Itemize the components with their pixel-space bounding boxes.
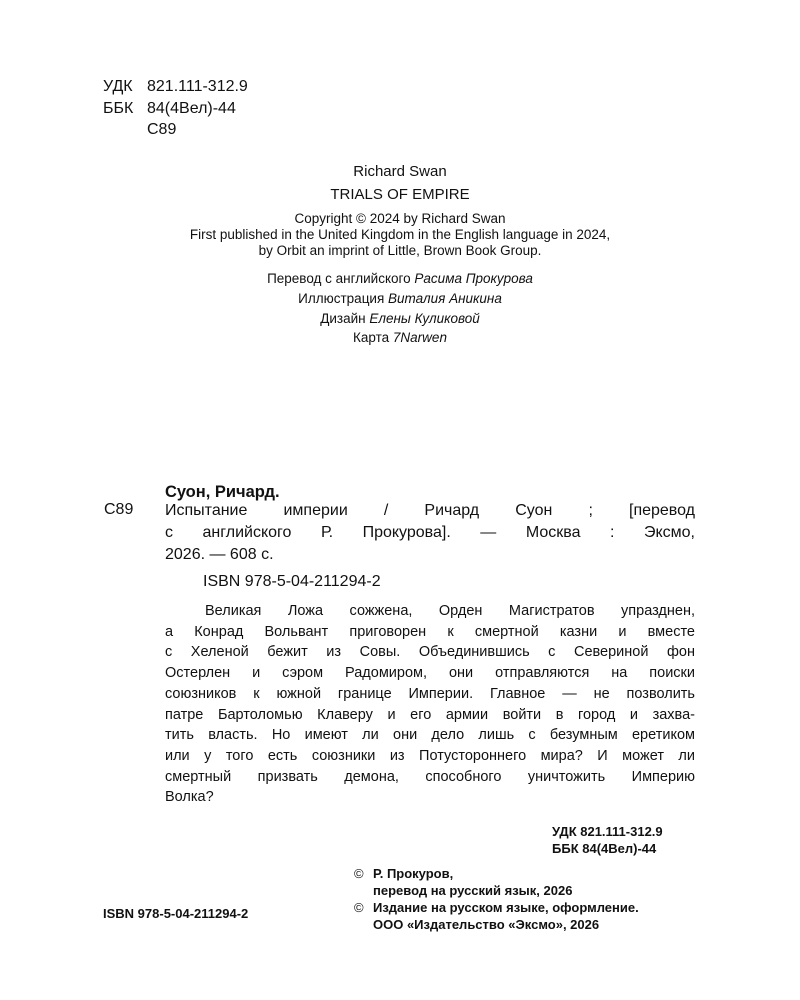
illustrator-name: Виталия Аникина: [388, 291, 502, 306]
annotation-line: патре Бартоломью Клаверу и его армии войти в город и захва-: [165, 706, 695, 723]
first-published: First published in the United Kingdom in the English language in 2024,: [189, 227, 611, 242]
designer-name: Елены Куликовой: [369, 311, 480, 326]
translator-name: Расима Прокурова: [414, 271, 533, 286]
design-label: Дизайн: [320, 311, 370, 326]
bbk-label: ББК: [103, 99, 134, 117]
author-mark: С89: [147, 121, 177, 138]
entry-line: с английского Р. Прокурова]. — Москва : Эксмо,: [165, 524, 695, 541]
entry-line: Испытание империи / Ричард Суон ; [перевод: [165, 502, 695, 519]
codes-right: [552, 823, 663, 857]
copyright-edition-1: [354, 899, 639, 916]
udk-row: [103, 76, 248, 98]
author-mark-row: [103, 119, 248, 141]
map-label: Карта: [353, 330, 393, 345]
translation-label: Перевод с английского: [267, 271, 415, 286]
translator-copyright-detail: перевод на русский язык, 2026: [373, 883, 573, 898]
bbk-right: ББК 84(4Вел)-44: [552, 841, 657, 856]
classification-codes: [103, 76, 248, 141]
copyright-symbol: ©: [354, 866, 364, 881]
copyright-edition-2: [354, 916, 639, 933]
entry-isbn: ISBN 978-5-04-211294-2: [203, 573, 381, 590]
udk-label: УДК: [103, 78, 133, 95]
udk-right: УДК 821.111-312.9: [552, 824, 663, 839]
illustration-label: Иллюстрация: [298, 291, 389, 306]
design-credit: [0, 311, 800, 326]
annotation-line: Великая Ложа сожжена, Орден Магистратов упразднен,: [205, 603, 695, 619]
original-author: Richard Swan: [353, 163, 447, 180]
annotation-line: а Конрад Вольвант приговорен к смертной казни и вместе: [165, 623, 695, 640]
entry-line: 2026. — 608 с.: [165, 546, 274, 563]
copyright-translator-1: [354, 865, 639, 882]
entry-author: Суон, Ричард.: [165, 483, 280, 501]
annotation-line: Волка?: [165, 789, 214, 806]
annotation-line: Остерлен и сэром Радомиром, они отправляются на поиски: [165, 665, 695, 682]
udk-value: 821.111-312.9: [147, 78, 248, 95]
bbk-row: [103, 98, 248, 120]
illustration-credit: [0, 291, 800, 306]
annotation: [165, 601, 695, 808]
annotation-line: с Хеленой бежит из Совы. Объединившись с Севериной фон: [165, 644, 695, 661]
annotation-line: тить власть. Но имеют ли они дело лишь с безумным еретиком: [165, 727, 695, 744]
copyright-symbol: ©: [354, 900, 364, 915]
map-credit: [0, 330, 800, 345]
original-title: TRIALS OF EMPIRE: [330, 186, 470, 203]
copyright-en: Copyright © 2024 by Richard Swan: [294, 211, 506, 226]
translator-copyright: Р. Прокуров,: [373, 866, 454, 881]
bbk-value: 84(4Вел)-44: [147, 99, 236, 117]
copyright-translator-2: [354, 882, 639, 899]
translation-credit: [0, 271, 800, 286]
entry-code: С89: [104, 501, 134, 518]
publisher-copyright: ООО «Издательство «Эксмо», 2026: [373, 917, 600, 932]
annotation-line: смертный призвать демона, способного уничтожить Империю: [165, 768, 695, 785]
annotation-line: союзников к южной границе Империи. Главное — не позволить: [165, 685, 695, 702]
copyright-block: [354, 865, 639, 933]
publisher-en: by Orbit an imprint of Little, Brown Book Group.: [258, 243, 542, 258]
edition-copyright: Издание на русском языке, оформление.: [373, 900, 639, 915]
entry-description: [165, 500, 695, 566]
isbn-bottom: ISBN 978-5-04-211294-2: [103, 906, 249, 921]
annotation-line: или у того есть союзники из Потустороннего мира? И может ли: [165, 747, 695, 764]
map-author: 7Narwen: [392, 330, 447, 345]
